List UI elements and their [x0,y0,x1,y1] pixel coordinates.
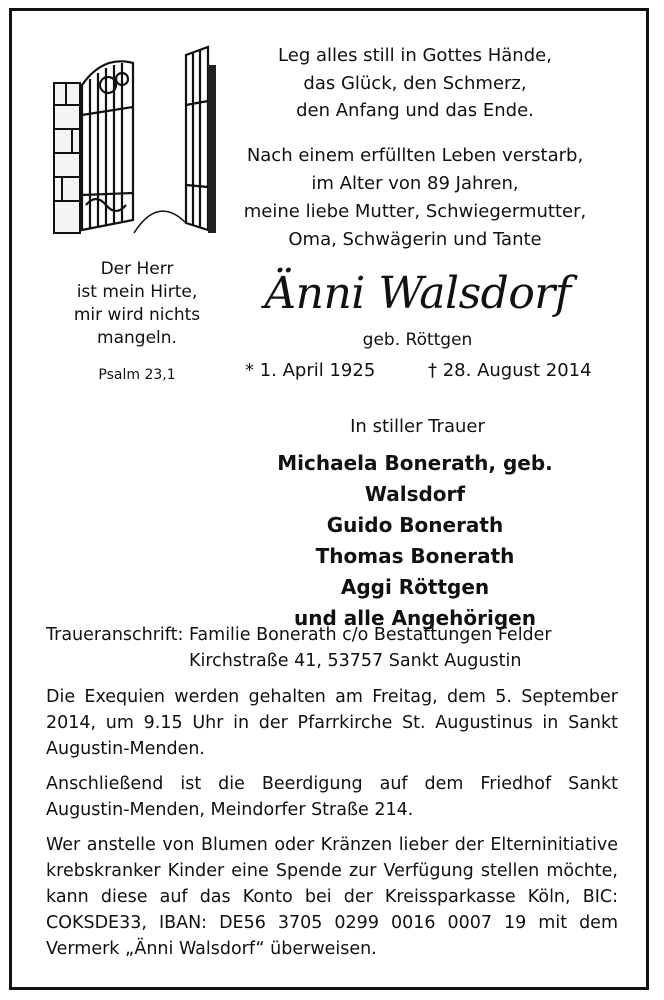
paragraph-burial: Anschließend ist die Beerdigung auf dem Friedhof Sankt Augustin-Menden, Meindorfer Straße 214. [46,774,618,820]
mourning-address [46,622,552,674]
intro-line: meine liebe Mutter, Schwiegermutter, [243,201,587,222]
poem-line: Leg alles still in Gottes Hände, [278,45,552,66]
death-date: † 28. August 2014 [428,360,592,381]
address-line: Kirchstraße 41, 53757 Sankt Augustin [189,651,522,671]
service-details [46,684,618,971]
poem-line: den Anfang und das Ende. [296,100,534,121]
poem-line: das Glück, den Schmerz, [303,72,527,94]
psalm-line: mir wird nichts [73,305,201,325]
mourner-name: Guido Bonerath [326,513,504,537]
mourners-list [230,448,600,634]
paragraph-donation: Wer anstelle von Blumen oder Kränzen lieber der Elterninitiative krebskranker Kinder eine Spende zur Verfügung stellen möchte, kann diese auf das Konto bei der Kreissparkasse Köln, BIC: COKSDE33, IBAN: DE56 3705 0299 0016 0007 19 mit dem Vermerk „Änni Walsdorf“ überweisen. [46,835,618,959]
birth-date: * 1. April 1925 [245,360,376,381]
mourner-name: und alle Angehörigen [294,606,536,630]
mourner-name: Michaela Bonerath, geb. Walsdorf [277,451,553,506]
paragraph-funeral-mass: Die Exequien werden gehalten am Freitag, dem 5. September 2014, um 9.15 Uhr in der Pfarrkirche St. Augustinus in Sankt Augustin-Menden. [46,687,618,759]
deceased-name: Änni Walsdorf [264,268,571,319]
address-line: Traueranschrift: Familie Bonerath c/o Bestattungen Felder [46,625,552,645]
mourner-name: Aggi Röttgen [340,575,490,599]
intro-line: im Alter von 89 Jahren, [311,173,519,194]
mourner-name: Thomas Bonerath [315,544,515,568]
psalm-line: mangeln. [97,328,177,348]
psalm-reference: Psalm 23,1 [98,367,176,383]
intro-line: Nach einem erfüllten Leben verstarb, [246,145,584,166]
psalm-quote [62,258,212,350]
mourning-heading: In stiller Trauer [350,416,485,437]
psalm-line: ist mein Hirte, [76,282,198,302]
poem-verse [240,42,590,125]
psalm-line: Der Herr [100,259,174,279]
born-name: geb. Röttgen [362,330,473,350]
intro-line: Oma, Schwägerin und Tante [288,229,542,250]
open-gate-illustration [48,45,218,235]
intro-text [235,142,595,254]
